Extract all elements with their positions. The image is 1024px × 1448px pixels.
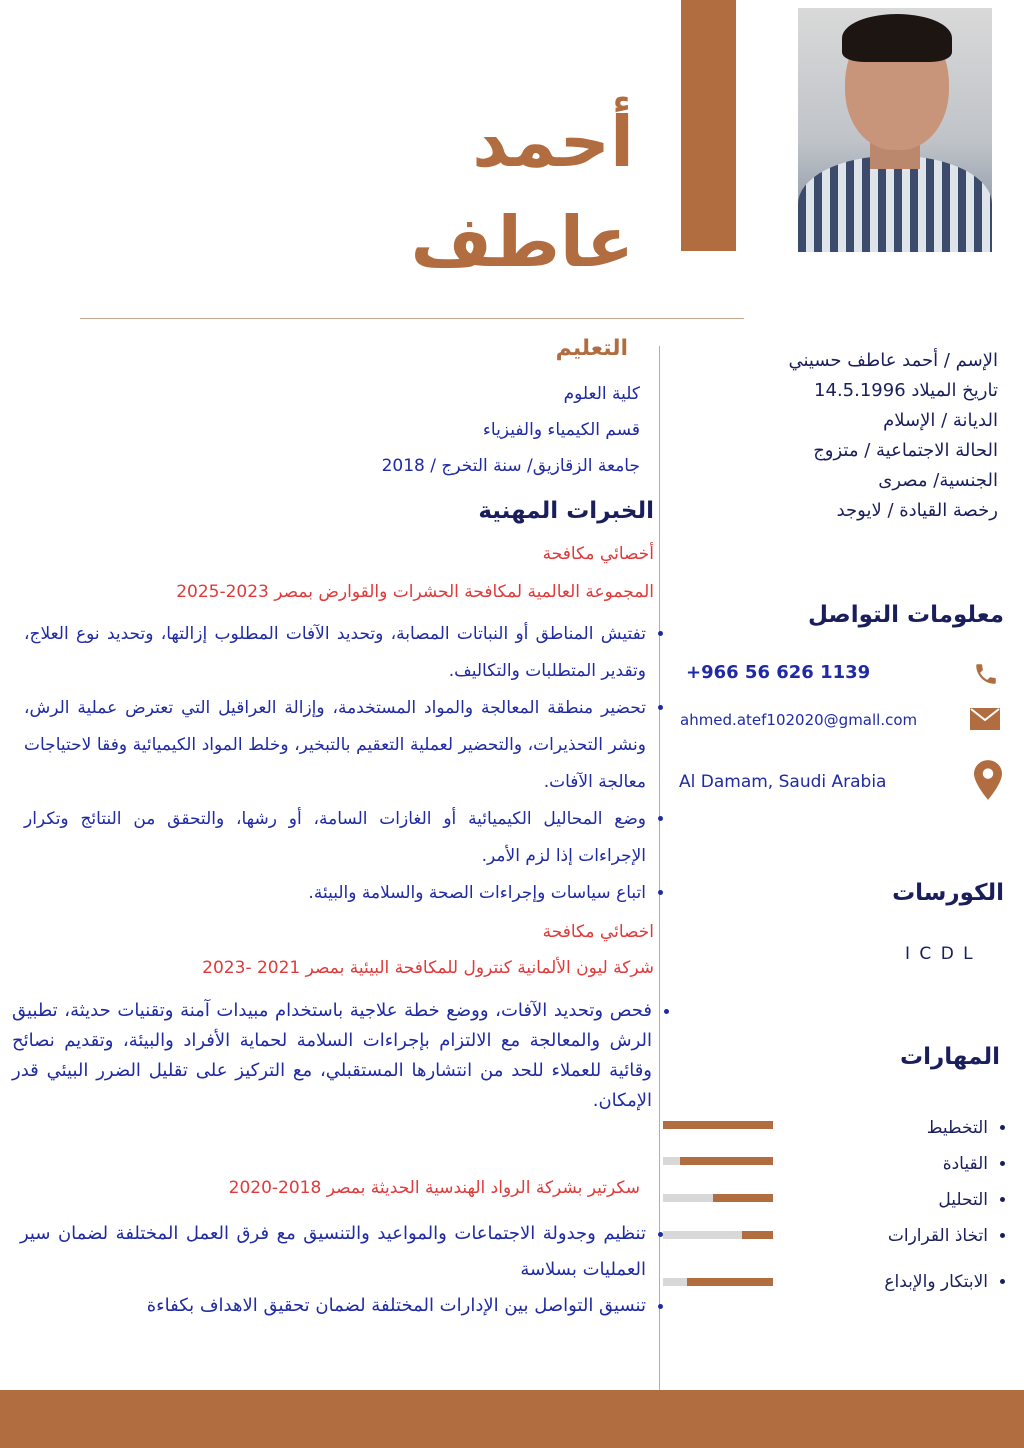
job-3-bullet: • تنسيق التواصل بين الإدارات المختلفة لضمان تحقيق الاهداف بكفاءة [20, 1288, 646, 1324]
phone-icon [973, 660, 999, 688]
job-1-bullet: • اتباع سياسات وإجراءات الصحة والسلامة والبيئة. [24, 875, 646, 912]
full-name: أحمد عاطف [410, 101, 634, 283]
personal-religion: الديانة / الإسلام [883, 410, 998, 431]
job-2-role: اخصائي مكافحة [542, 922, 654, 942]
location-pin-icon [974, 760, 1002, 800]
job-2-bullets [12, 996, 652, 1116]
skill-bar-analysis [663, 1194, 773, 1202]
personal-nationality: الجنسية/ مصرى [878, 470, 998, 491]
phone-number[interactable]: +966 56 626 1139 [686, 662, 871, 683]
skill-item: • الابتكار والإبداع [828, 1264, 988, 1300]
job-1-role: أخصائي مكافحة [542, 544, 654, 564]
job-2-company: شركة ليون الألمانية كنترول للمكافحة البيئية بمصر 2021 -2023 [202, 958, 654, 978]
personal-info [708, 346, 998, 526]
skill-bar-innovation [663, 1278, 773, 1286]
skill-bar-planning [663, 1121, 773, 1129]
job-1-bullets [24, 616, 646, 912]
education-department: قسم الكيمياء والفيزياء [482, 420, 640, 440]
personal-marital-status: الحالة الاجتماعية / متزوج [813, 440, 998, 461]
skill-bar-fill [687, 1278, 773, 1286]
education-university: جامعة الزقازيق/ سنة التخرج / 2018 [381, 456, 640, 476]
job-1-bullet: • تحضير منطقة المعالجة والمواد المستخدمة، وإزالة العراقيل التي تعترض عملية الرش، ونشر التحذيرات، والتحضير لعملية التعقيم بالتبخير، وخلط المواد الكيميائية وفقا لاحتياجات معالجة الآفات. [24, 690, 646, 801]
header-divider [80, 318, 744, 319]
job-3-company: سكرتير بشركة الرواد الهندسية الحديثة بمصر 2018-2020 [228, 1178, 640, 1198]
skill-item: • القيادة [828, 1146, 988, 1182]
skills-title: المهارات [900, 1044, 1000, 1070]
skill-bar-fill [663, 1121, 773, 1129]
personal-birthdate: تاريخ الميلاد 14.5.1996 [814, 380, 998, 401]
photo-shirt [798, 156, 992, 252]
job-1-company: المجموعة العالمية لمكافحة الحشرات والقوارض بمصر 2023-2025 [176, 582, 654, 602]
personal-license: رخصة القيادة / لايوجد [836, 500, 998, 521]
job-3-bullets [20, 1216, 646, 1324]
footer-bar [0, 1390, 1024, 1448]
skill-item: • التخطيط [828, 1110, 988, 1146]
skill-item: • التحليل [828, 1182, 988, 1218]
profile-photo [798, 8, 992, 252]
skill-bar-leadership [663, 1157, 773, 1165]
education-title [556, 336, 628, 361]
experience-title: الخبرات المهنية [478, 498, 654, 524]
course-item: I C D L [905, 944, 975, 964]
education-title-text: التعليم [555, 336, 628, 361]
skill-bar-fill [713, 1194, 774, 1202]
email-address[interactable]: ahmed.atef102020@gmall.com [680, 711, 918, 729]
education-faculty: كلية العلوم [563, 384, 640, 404]
job-2-bullet: • فحص وتحديد الآفات، ووضع خطة علاجية باستخدام مبيدات آمنة وتقنيات حديثة، تطبيق الرش والمعالجة مع الالتزام بإجراءات السلامة لحماية الأفراد والبيئة، وتقديم نصائح وقائية للعملاء للحد من انتشارها المستقبلي، مع التركيز على تقليل الضرر البيئي قدر الإمكان. [12, 996, 652, 1116]
courses-title: الكورسات [892, 880, 1004, 906]
contact-title: معلومات التواصل [808, 602, 1004, 628]
skill-bar-fill [680, 1157, 774, 1165]
location-text: Al Damam, Saudi Arabia [679, 772, 887, 792]
skill-bar-fill [742, 1231, 773, 1239]
header-accent-bar [681, 0, 736, 251]
photo-hair [842, 14, 952, 62]
job-1-bullet: • وضع المحاليل الكيميائية أو الغازات السامة، أو رشها، والتحقق من النتائج وتكرار الإجراءات إذا لزم الأمر. [24, 801, 646, 875]
skills-list [828, 1110, 988, 1300]
skill-bar-decision-making [663, 1231, 773, 1239]
job-1-bullet: • تفتيش المناطق أو النباتات المصابة، وتحديد الآفات المطلوب إزالتها، وتحديد نوع العلاج، وتقدير المتطلبات والتكاليف. [24, 616, 646, 690]
personal-name: الإسم / أحمد عاطف حسيني [788, 350, 998, 371]
job-3-bullet: • تنظيم وجدولة الاجتماعات والمواعيد والتنسيق مع فرق العمل المختلفة لضمان سير العمليات بسلاسة [20, 1216, 646, 1288]
email-icon [970, 708, 1000, 730]
skill-item: • اتخاذ القرارات [828, 1218, 988, 1254]
